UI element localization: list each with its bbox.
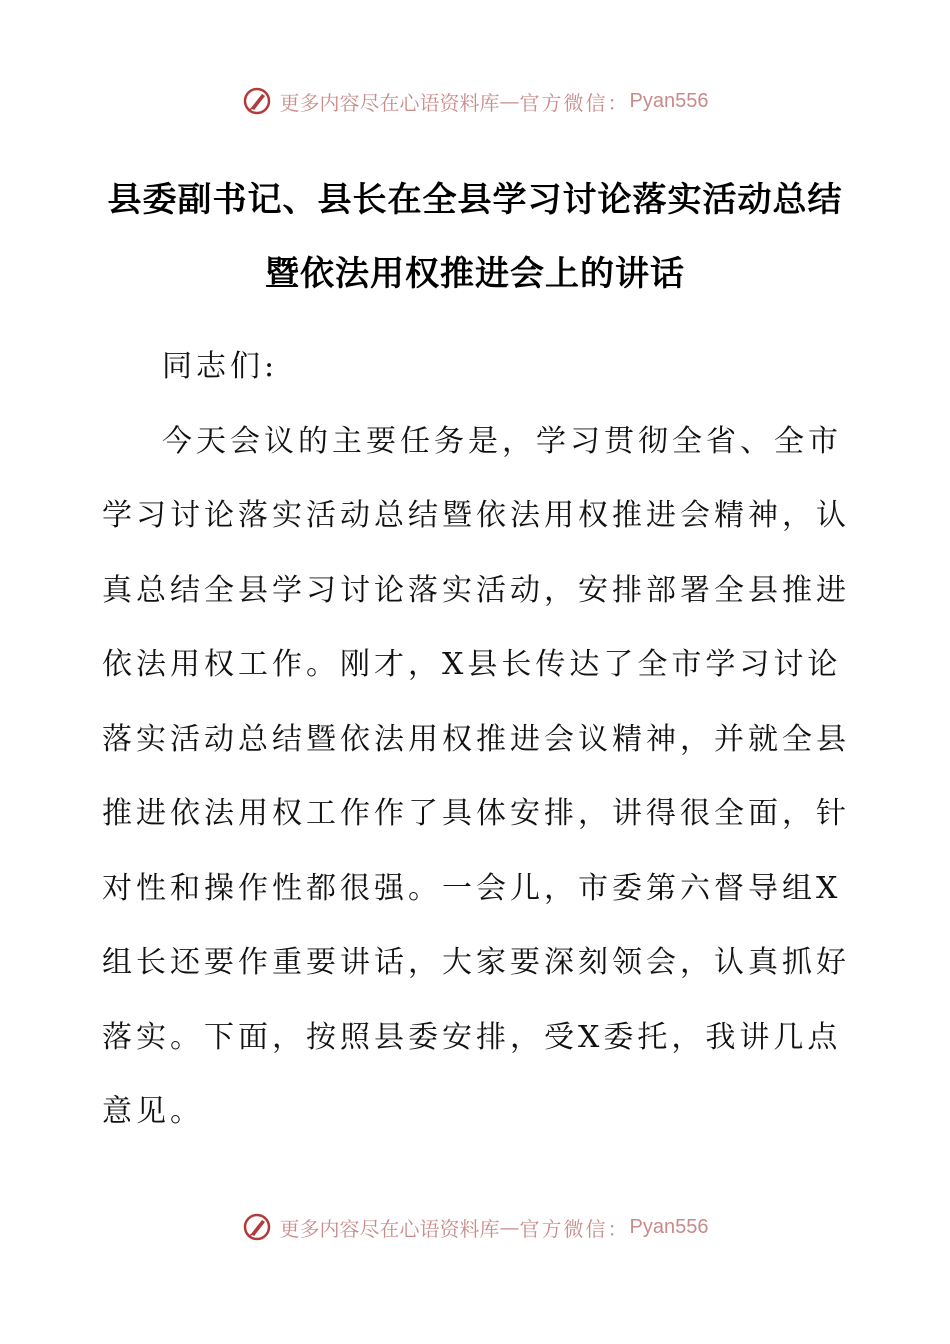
quill-logo-icon (242, 1212, 272, 1242)
quill-logo-icon (242, 86, 272, 116)
document-title-line2: 暨依法用权推进会上的讲话 (265, 254, 685, 294)
header-watermark (0, 86, 950, 116)
body-paragraph: 今天会议的主要任务是，学习贯彻全省、全市学习讨论落实活动总结暨依法用权推进会精神，认真总结全县学习讨论落实活动，安排部署全县推进依法用权工作。刚才，X县长传达了全市学习讨论落实活动总结暨依法用权推进会议精神，并就全县推进依法用权工作作了具体安排，讲得很全面，针对性和操作性都很强。一会儿，市委第六督导组X组长还要作重要讲话，大家要深刻领会，认真抓好落实。下面，按照县委安排，受X委托，我讲几点意见。 (102, 423, 850, 1129)
document-title-line1: 县委副书记、县长在全县学习讨论落实活动总结 (107, 180, 843, 220)
watermark-contact-id: Pyan556 (629, 89, 709, 112)
watermark-separator: — (499, 89, 520, 113)
watermark-text: 更多内容尽在心语资料库 (279, 1216, 500, 1241)
footer-watermark (0, 1212, 950, 1242)
watermark-separator: — (499, 1215, 520, 1239)
watermark-contact-label: 官方微信： (519, 1216, 630, 1241)
document-body (102, 330, 862, 1150)
watermark-text: 更多内容尽在心语资料库 (279, 90, 500, 115)
watermark-contact-label: 官方微信： (519, 90, 630, 115)
salutation: 同志们: (162, 349, 279, 384)
watermark-contact-id: Pyan556 (629, 1215, 709, 1238)
